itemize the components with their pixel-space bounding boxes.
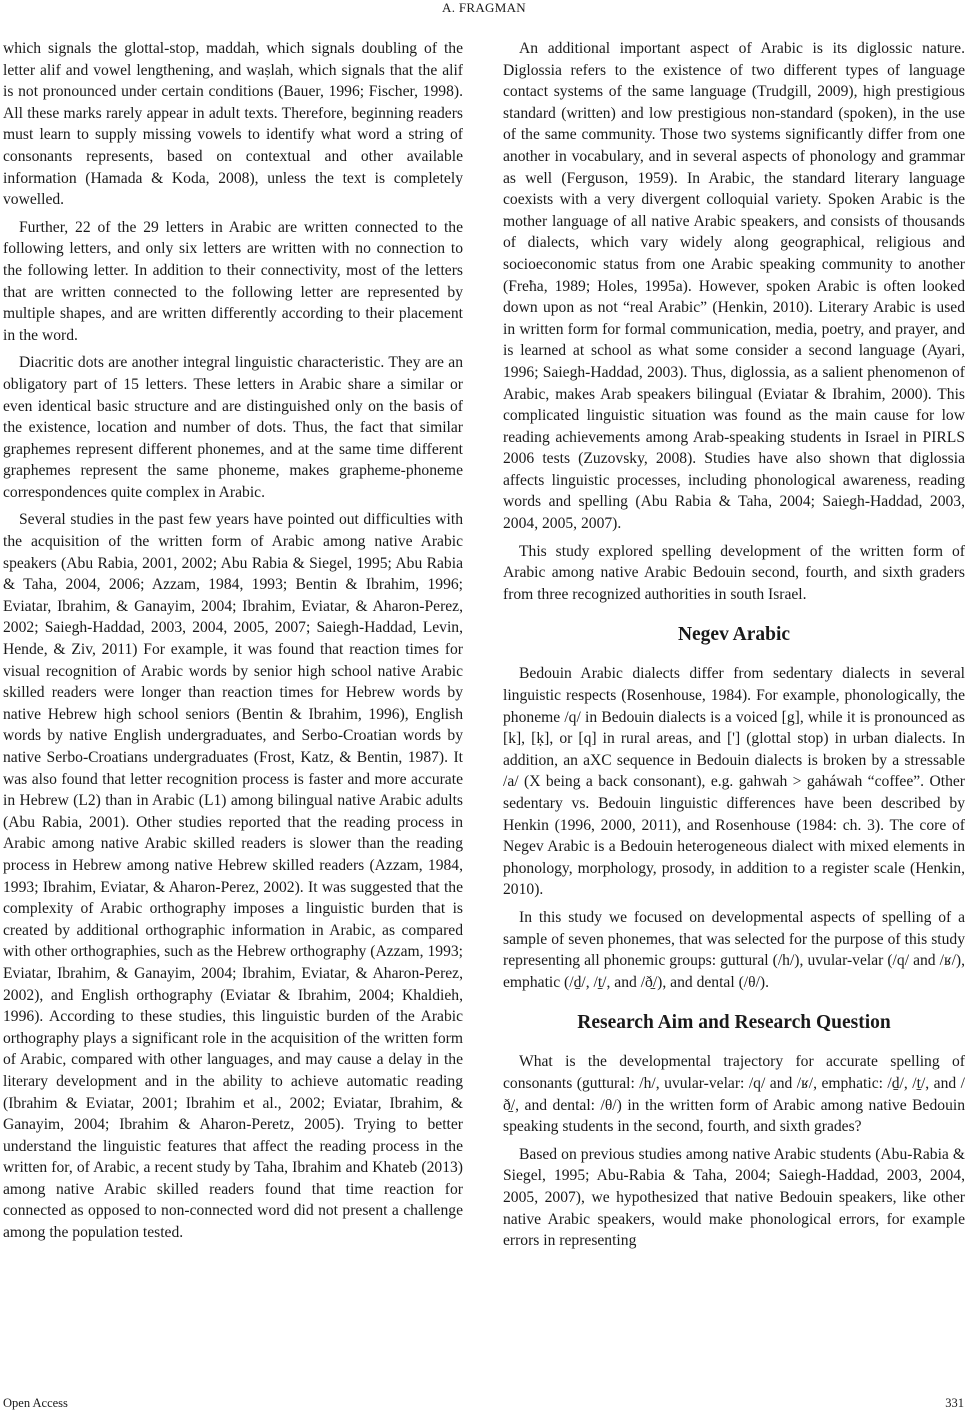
left-column [3,38,463,1250]
body-paragraph: Several studies in the past few years have pointed out difficulties with the acquisition of the written form of Arabic among native Arabic speakers (Abu Rabia, 2001, 2002; Abu Rabia & Siegel, 1995; Abu Rabia & Taha, 2004, 2006; Azzam, 1984, 1993; Bentin & Ibrahim, 1996; Eviatar, Ibrahim, & Ganayim, 2004; Ibrahim, Eviatar, & Aharon-Perez, 2002; Saiegh-Haddad, 2003, 2004, 2005, 2007; Saiegh-Haddad, Levin, Hende, & Ziv, 2011) For example, it was found that reaction times for visual recognition of Arabic words by senior high school native Arabic skilled readers were longer than reaction times for Hebrew words by native Hebrew high school seniors (Bentin & Ibrahim, 1996), English words by native English undergraduates, and Serbo-Croatian words by native Serbo-Croatians undergraduates (Frost, Katz, & Bentin, 1987). It was also found that letter recognition process is faster and more accurate in Hebrew (L2) than in Arabic (L1) among bilingual native Arabic adults (Abu Rabia, 2001). Other studies reported that the reading process in Arabic among native Arabic skilled readers is slower than the reading process in Hebrew among native Hebrew skilled readers (Azzam, 1984, 1993; Ibrahim, Eviatar, & Aharon-Perez, 2002). It was suggested that the complexity of Arabic orthography imposes a linguistic burden that is created by additional orthographic information in Arabic, as compared with other orthographies, such as the Hebrew orthography (Azzam, 1993; Eviatar, Ibrahim, & Ganayim, 2004; Ibrahim, Eviatar, & Aharon-Perez, 2002), and English orthography (Eviatar & Ibrahim, 2004; Khaldieh, 1996). According to these studies, this linguistic burden of the Arabic orthography plays a significant role in the acquisition of the written form of Arabic, compared with other languages, and may cause a delay in the literary development and in the ability to achieve automatic reading (Ibrahim & Eviatar, 2001; Ibrahim et al., 2002; Eviatar, Ibrahim, & Ganayim, 2004; Ibrahim & Aharon-Peretz, 2005). Trying to better understand the linguistic features that affect the reading process in the written for, of Arabic, a recent study by Taha, Ibrahim and Khateb (2013) among native Arabic skilled readers found that time reaction for connected as opposed to non-connected word did not present a challenge among the population tested. [3,511,463,1242]
body-paragraph: Diacritic dots are another integral linguistic characteristic. They are an obligatory part of 15 letters. These letters in Arabic share a similar or even identical basic structure and are distinguished only on the basis of the existence, location and number of dots. Thus, the fact that similar graphemes represent different phonemes, and at the same time different graphemes represent the same phoneme, makes grapheme-phoneme correspondences quite complex in Arabic. [3,354,463,501]
running-head: A. FRAGMAN [442,0,526,15]
body-paragraph: Further, 22 of the 29 letters in Arabic are written connected to the following letters, and only six letters are written with no connection to the following letter. In addition to their connectivity, most of the letters that are written connected to the following letter are represented by multiple shapes, and are written differently according to their placement in the word. [3,218,463,344]
page-footer [0,1396,968,1412]
footer-open-access: Open Access [3,1396,68,1410]
body-paragraph: In this study we focused on developmental aspects of spelling of a sample of seven phonemes, that was selected for the purpose of this study representing all phonemic groups: guttural (/h/), uvular-velar (/q/ and /ʁ/), emphatic (/d̠/, /t̠/, and /ð̠/), and dental (/θ/). [503,908,965,991]
body-paragraph: Bedouin Arabic dialects differ from sedentary dialects in several linguistic respects (Rosenhouse, 1984). For example, phonologically, the phoneme /q/ in Bedouin dialects is a voiced [g], while it is pronounced as [k], [ḳ], or [q] in rural areas, and ['] (glottal stop) in urban dialects. In addition, an aXC sequence in Bedouin dialects is broken by a stressable /a/ (X being a back consonant), e.g. gahwah > gaháwah “coffee”. Other sedentary vs. Bedouin linguistic differences have been described by Henkin (1996, 2000, 2011), and Rosenhouse (1984: ch. 3). The core of Negev Arabic is a Bedouin heterogeneous dialect with mixed elements in phonology, morphology, prosody, in addition to a register scale (Henkin, 2010). [503,665,965,899]
body-paragraph: Based on previous studies among native Arabic students (Abu-Rabia & Siegel, 1995; Abu-Rabia & Taha, 2004; Saiegh-Haddad, 2003, 2004, 2005, 2007), we hypothesized that native Bedouin speakers, like other native Arabic speakers, would make phonological errors, for example errors in representing [503,1145,965,1250]
body-paragraph: An additional important aspect of Arabic is its diglossic nature. Diglossia refers to the existence of two different types of language contact systems of the same language (Trudgill, 2009), high prestigious standard (written) and low prestigious non-standard (spoken), in the use of the same community. Those two systems significantly differ from one another in vocabulary, and in several aspects of phonology and grammar as well (Ferguson, 1959). In Arabic, the standard literary language coexists with a very divergent colloquial variety. Spoken Arabic is the mother language of all native Arabic speakers, and consists of thousands of dialects, which vary widely along geographical, religious and socioeconomic status from one Arabic speaking community to another (Freħa, 1989; Holes, 1995a). However, spoken Arabic is often looked down upon as not “real Arabic” (Henkin, 2010). Literary Arabic is used in written form for formal communication, media, poetry, and prayer, and is learned at school as what some consider a second language (Ayari, 1996; Saiegh-Haddad, 2003). Thus, diglossia, as a salient phenomenon of Arabic, makes Arab speakers bilingual (Eviatar & Ibrahim, 2000). This complicated linguistic situation was found as the main cause for low reading achievements among Arab-speaking students in Israel in PIRLS 2006 tests (Zuzovsky, 2008). Studies have also shown that diglossia affects linguistic processes, including phonological awareness, reading words and spelling (Abu Rabia & Taha, 2004; Saiegh-Haddad, 2003, 2004, 2005, 2007). [503,40,965,533]
page-number: 331 [945,1396,964,1410]
body-paragraph: This study explored spelling development of the written form of Arabic among native Arabic Bedouin second, fourth, and sixth graders from three recognized authorities in south Israel. [503,542,965,603]
right-column [503,38,965,1258]
section-heading-negev-arabic: Negev Arabic [677,624,791,646]
body-paragraph: which signals the glottal-stop, maddah, which signals doubling of the letter alif and vowel lengthening, and waṣlah, which signals that the alif is not pronounced under certain conditions (Bauer, 1996; Fischer, 1998). All these marks rarely appear in adult texts. Therefore, beginning readers must learn to supply missing vowels to identify what word a string of consonants represents, based on contextual and other available information (Hamada & Koda, 2008), unless the text is completely vowelled. [3,40,463,209]
body-paragraph: What is the developmental trajectory for accurate spelling of consonants (guttural: /h/, uvular-velar: /q/ and /ʁ/, emphatic: /d̠/, /t̠/, and /ð̠/, and dental: /θ/) in the written form of Arabic among native Bedouin speaking students in the second, fourth, and sixth grades? [503,1053,965,1136]
section-heading-research-aim: Research Aim and Research Question [577,1012,891,1034]
